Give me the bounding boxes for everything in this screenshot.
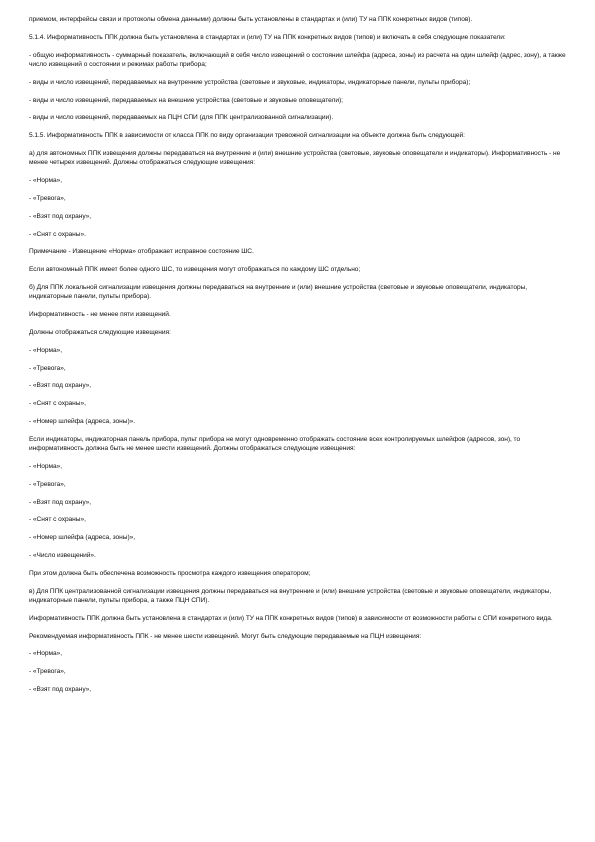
list-item: - «Норма», <box>29 462 62 470</box>
paragraph: Если автономный ППК имеет более одного ШС, то извещения могут отображаться по каждому ШС отдельно; <box>29 266 361 274</box>
list-item: - виды и число извещений, передаваемых на ПЦН СПИ (для ППК централизованной сигнализации). <box>29 114 334 122</box>
list-item: - «Взят под охрану», <box>29 212 92 220</box>
section-5-1-4-heading: 5.1.4. Информативность ППК должна быть установлена в стандартах и (или) ТУ на ППК конкретных видов (типов) и включать в себя следующие показатели: <box>29 33 506 41</box>
list-item: - «Взят под охрану», <box>29 685 92 693</box>
paragraph: Рекомендуемая информативность ППК - не менее шести извещений. Могут быть следующие передаваемые на ПЦН извещения: <box>29 632 422 640</box>
list-item: - виды и число извещений, передаваемых на внутренние устройства (световые и звуковые, индикаторы, индикаторные панели, пульты прибора); <box>29 78 471 86</box>
list-item: - «Число извещений». <box>29 551 96 559</box>
list-item: - «Снят с охраны», <box>29 516 86 524</box>
list-item: - общую информативность - суммарный показатель, включающий в себя число извещений о состоянии шлейфа (адреса, зоны) из расчета на один шлейф (адрес, зону), а также число извещений о состоянии и режимах работы прибора; <box>29 51 566 68</box>
list-item: - «Взят под охрану», <box>29 382 92 390</box>
paragraph: в) Для ППК централизованной сигнализации извещения должны передаваться на внутренние и (или) внешние устройства (световые и звуковые оповещатели, индикаторы, индикаторные панели, пульты прибора, а также ПЦН СПИ). <box>29 587 552 604</box>
note-paragraph: Примечание - Извещение «Норма» отображает исправное состояние ШС. <box>29 248 254 256</box>
list-item: - «Норма», <box>29 346 62 354</box>
list-item: - «Тревога», <box>29 668 66 676</box>
list-item: - «Тревога», <box>29 364 66 372</box>
list-item: - «Взят под охрану», <box>29 498 92 506</box>
list-item: - «Тревога», <box>29 480 66 488</box>
paragraph: При этом должна быть обеспечена возможность просмотра каждого извещения оператором; <box>29 569 311 577</box>
paragraph: Если индикаторы, индикаторная панель прибора, пульт прибора не могут одновременно отображать состояние всех контролируемых шлейфов (адресов, зон), то информативность должна быть не менее шести извещений. Должны отображаться следующие извещения: <box>29 435 521 453</box>
list-item: - «Тревога», <box>29 194 66 202</box>
paragraph: Должны отображаться следующие извещения: <box>29 328 171 336</box>
document-body <box>29 15 569 703</box>
list-item: - «Номер шлейфа (адреса, зоны)», <box>29 534 135 542</box>
list-item: - «Номер шлейфа (адреса, зоны)». <box>29 417 135 425</box>
paragraph: Информативность ППК должна быть установлена в стандартах и (или) ТУ на ППК конкретных видов (типов) в зависимости от возможности работы с СПИ конкретного вида. <box>29 614 553 622</box>
paragraph: приемом, интерфейсы связи и протоколы обмена данными) должны быть установлены в стандартах и (или) ТУ на ППК конкретных видов (типов). <box>29 16 473 23</box>
list-item: - виды и число извещений, передаваемых на внешние устройства (световые и звуковые оповещатели); <box>29 96 343 104</box>
section-5-1-5-heading: 5.1.5. Информативность ППК в зависимости от класса ППК по виду организации тревожной сигнализации на объекте должна быть следующей: <box>29 132 465 140</box>
list-item: - «Снят с охраны». <box>29 230 86 238</box>
paragraph: б) Для ППК локальной сигнализации извещения должны передаваться на внутренние и (или) внешние устройства (световые и звуковые оповещатели, индикаторы, индикаторные панели, пульты прибора). <box>29 283 528 301</box>
list-item: - «Снят с охраны», <box>29 400 86 408</box>
paragraph: а) для автономных ППК извещения должны передаваться на внутренние и (или) внешние устройства (световые, звуковые оповещатели и индикаторы). Информативность - не менее четырех извещений. Должны отображаться следующие извещения: <box>29 149 561 167</box>
paragraph: Информативность - не менее пяти извещений. <box>29 311 171 319</box>
list-item: - «Норма», <box>29 650 62 658</box>
list-item: - «Норма», <box>29 177 62 185</box>
